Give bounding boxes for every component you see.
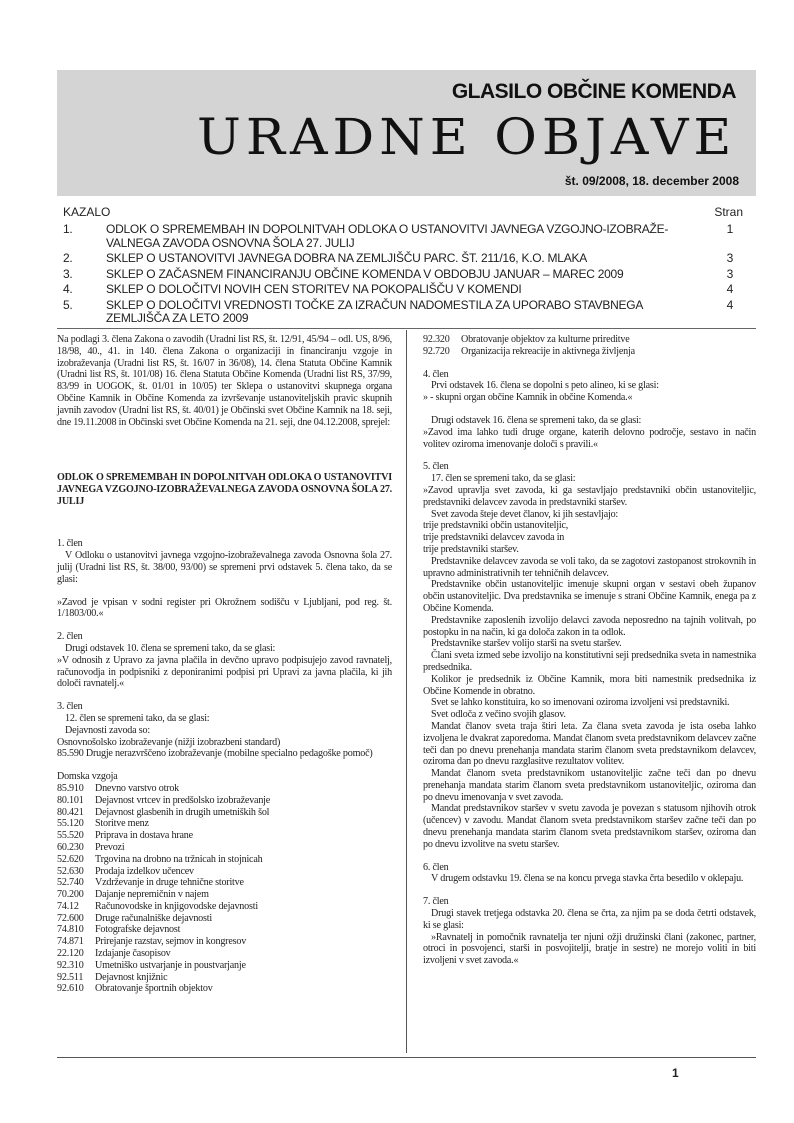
article-3-paragraph: 12. člen se spremeni tako, da se glasi: [65,712,210,724]
decision-title: ODLOK O SPREMEMBAH IN DOPOLNITVAH ODLOKA O USTANOVITVI JAVNEGA VZGOJNO-IZOBRAŽEVALNEGA ZAVODA OSNOVNA ŠOLA 27. JULIJ [57,472,392,508]
toc-item[interactable] [63,223,743,250]
activity-code-row: 92.720 Organizacija rekreacije in aktivnega življenja [423,345,635,357]
article-3-title: 3. člen [57,701,83,713]
activity-code-row: 74.810 Fotografske dejavnost [57,924,181,936]
toc-item-page: 1 [726,222,733,236]
left-column [57,334,392,995]
article-2-paragraph: Drugi odstavek 10. člena se spremeni tako, da se glasi: [65,642,276,654]
activity-code-row: 92.310 Umetniško ustvarjanje in poustvarjanje [57,959,246,971]
toc-heading: KAZALO [63,205,111,219]
issue-info: št. 09/2008, 18. december 2008 [564,174,739,188]
article-5-paragraph: Svet se lahko konstituira, ko so imenovani oziroma izvoljeni vsi predstavniki. [431,697,730,709]
article-5-paragraph: Predstavnike delavcev zavoda se voli tako, da se zagotovi zastopanost strokovnih in upravno administrativnih ter tehničnih delavcev. [423,555,756,579]
article-5-title: 5. člen [423,461,449,473]
table-of-contents [63,205,743,326]
publisher-name: GLASILO OBČINE KOMENDA [451,80,736,103]
toc-item-page: 4 [726,282,733,296]
toc-item[interactable] [63,283,743,297]
article-5-paragraph: Mandat članom sveta predstavnikom ustanoviteljic začne teči dan po dnevu prenehanja mandata starim članom sveta predstavnikom ustanoviteljic, oziroma dan po dnevu imenovanja v svet zavoda. [423,768,756,803]
article-5-paragraph: Svet odloča z večino svojih glasov. [431,709,566,721]
toc-item-page: 3 [726,251,733,265]
article-2-paragraph: »V odnosih z Upravo za javna plačila in devčno upravo podpisujejo zavod ravnatelj, računovodja in podpisniki z deponiranimi podpisi pri Upravi za javna plačila, ki jih določi ravnatelj.« [57,654,392,690]
activity-code-row: 55.120 Storitve menz [57,818,149,830]
toc-item[interactable] [63,252,743,266]
publication-title: URADNE OBJAVE [197,109,737,167]
activity-code-row: 92.320 Obratovanje objektov za kulturne prireditve [423,334,630,345]
toc-item-text: SKLEP O DOLOČITVI NOVIH CEN STORITEV NA POKOPALIŠČU V KOMENDI [106,282,522,296]
article-4-paragraph: Drugi odstavek 16. člena se spremeni tako, da se glasi: [431,414,642,426]
article-6-paragraph: V drugem odstavku 19. člena se na koncu prvega stavka črta besedilo v oklepaju. [431,873,744,885]
toc-item-text: SKLEP O DOLOČITVI VREDNOSTI TOČKE ZA IZRAČUN NADOMESTILA ZA UPORABO STAVBNEGA ZEMLJIŠČA ZA LETO 2009 [106,297,643,325]
toc-divider [57,328,756,329]
article-7-paragraph: Drugi stavek tretjega odstavka 20. člena se črta, za njim pa se doda četrti odstavek, ki se glasi: [423,908,756,931]
activity-code-row: 74.12 Računovodske in knjigovodske dejavnosti [57,900,258,912]
article-5-paragraph: Predstavnike zaposlenih izvolijo delavci zavoda neposredno na tajnih volitvah, po postopku in na način, ki ga določa zakon in ta odlok. [423,614,756,638]
toc-page-heading: Stran [714,205,743,219]
toc-item-number: 4. [63,282,73,296]
toc-item-page: 4 [726,297,733,312]
domestic-heading: Domska vzgoja [57,771,118,783]
activity-code-row: 92.511 Dejavnost knjižnic [57,971,168,983]
toc-item[interactable] [63,299,743,326]
article-5-paragraph: Člani sveta izmed sebe izvolijo na konstitutivni seji predsednika sveta in namestnika predsednika. [423,650,756,673]
preamble: Na podlagi 3. člena Zakona o zavodih (Uradni list RS, št. 12/91, 45/94 – odl. US, 8/96, 18/98, 40., 41. in 140. člena Zakona o organizaciji in financiranju vzgoje in izobraževanja (Uradni list RS, št. 16/07 in 36/08), 14. člena Statuta Občine Kamnik (Uradni list RS, št. 101/08) 16. člena Statuta Občine Komenda (Uradni list RS, 37/99, 83/99 in UOGOK, št. 01/01 in 10/05) ter Sklepa o ustanovitvi skupnega organa Občine Kamnik in Občine Komenda za izvrševanje ustanoviteljskih pravic skupnih javnih zavodov (Uradni list RS, št. 40/01) je Občinski svet Občine Kamnik na 18. seji, dne 19.11.2008 in Občinski svet Občine Komenda na 21. seji, dne 04.12.2008, sprejel: [57,334,392,428]
activity-code-row: 55.520 Priprava in dostava hrane [57,830,193,842]
article-5-paragraph: trije predstavniki delavcev zavoda in [423,532,565,544]
activity-code-row: 52.740 Vzdrževanje in druge tehnične storitve [57,877,244,889]
activity-code-row: 52.630 Prodaja izdelkov učencev [57,865,194,877]
masthead [57,70,756,196]
activity-code-row: 52.620 Trgovina na drobno na tržnicah in stojnicah [57,853,263,865]
article-7-title: 7. člen [423,896,449,908]
toc-item-number: 2. [63,251,73,265]
right-column [423,334,756,967]
activity-code-row: 60.230 Prevozi [57,841,125,853]
article-6-title: 6. člen [423,861,449,873]
toc-item[interactable] [63,268,743,282]
article-1-paragraph: V Odloku o ustanovitvi javnega vzgojno-izobraževalnega zavoda Osnovna šola 27. julij (Uradni list RS, št. 38/00, 93/00) se spremeni prvi odstavek 5. člena tako, da se glasi: [57,550,392,585]
article-7-paragraph: »Ravnatelj in pomočnik ravnatelja ter njuni ožji družinski člani (zakonec, partner, otroci in posvojenci, starši in posvojitelji, bratje in sestre) ne morejo voliti in biti izvoljeni v svet zavoda.« [423,931,756,967]
article-5-paragraph: Predstavnike staršev volijo starši na svetu staršev. [431,638,622,650]
toc-item-text: SKLEP O USTANOVITVI JAVNEGA DOBRA NA ZEMLJIŠČU PARC. ŠT. 211/16, K.O. MLAKA [106,251,587,265]
article-5-paragraph: 17. člen se spremeni tako, da se glasi: [431,473,576,485]
activity-code-row: 74.871 Prirejanje razstav, sejmov in kongresov [57,936,247,948]
article-5-paragraph: Mandat predstavnikov staršev v svetu zavoda je povezan s statusom njihovih otrok (učencev) v zavodu. Mandat članom sveta predstavnikom staršev začne teči dan po dnevu prenehanja mandata starim članom sveta predstavnikom staršev, oziroma dan po dnevu izvolitve na svetu staršev. [423,803,756,850]
article-2-title: 2. člen [57,631,83,643]
article-4-title: 4. člen [423,368,449,380]
article-5-paragraph: trije predstavniki občin ustanoviteljic, [423,520,569,532]
toc-item-number: 1. [63,222,73,236]
article-5-paragraph: Kolikor je predsednik iz Občine Kamnik, mora biti namestnik predsednika iz Občine Komende in obratno. [423,673,756,697]
article-3-paragraph: 85.590 Drugje nerazvrščeno izobraževanje (mobilne specialno pedagoške pomoč) [57,748,373,760]
article-3-paragraph: Dejavnosti zavoda so: [65,724,150,736]
article-1-title: 1. člen [57,538,83,550]
activity-code-row: 85.910 Dnevno varstvo otrok [57,782,180,794]
activity-code-row: 92.610 Obratovanje športnih objektov [57,983,213,995]
activity-code-row: 72.600 Druge računalniške dejavnosti [57,912,212,924]
article-5-paragraph: trije predstavniki staršev. [423,543,519,555]
toc-item-number: 5. [63,297,73,312]
article-4-paragraph: Prvi odstavek 16. člena se dopolni s peto alineo, ki se glasi: [431,380,659,392]
activity-code-row: 70.200 Dajanje nepremičnin v najem [57,889,209,901]
activity-code-row: 80.421 Dejavnost glasbenih in drugih umetniških šol [57,806,270,818]
article-4-paragraph: » - skupni organ občine Kamnik in občine Komenda.« [423,392,633,404]
article-1-paragraph: »Zavod je vpisan v sodni register pri Okrožnem sodišču v Ljubljani, pod reg. št. 1/1803/00.« [57,596,392,620]
toc-item-number: 3. [63,266,73,281]
footer-divider [57,1057,756,1058]
article-5-paragraph: Predstavnike občin ustanoviteljic imenuje skupni organ v sestavi obeh županov občin ustanoviteljic. Dva predstavnika se imenuje s strani Občine Kamnik, enega pa z Občine Komenda. [423,579,756,614]
toc-header [63,205,743,221]
toc-item-text: ODLOK O SPREMEMBAH IN DOPOLNITVAH ODLOKA O USTANOVITVI JAVNEGA VZGOJNO-IZOBRAŽE-VALNEGA ZAVODA OSNOVNA ŠOLA 27. JULIJ [106,222,669,250]
toc-item-text: SKLEP O ZAČASNEM FINANCIRANJU OBČINE KOMENDA V OBDOBJU JANUAR – MAREC 2009 [106,266,624,281]
article-3-paragraph: Osnovnošolsko izobraževanje (nižji izobrazbeni standard) [57,736,281,748]
article-5-paragraph: Svet zavoda šteje devet članov, ki jih sestavljajo: [431,508,619,520]
activity-code-row: 80.101 Dejavnost vrtcev in predšolsko izobraževanje [57,794,271,806]
toc-item-page: 3 [726,266,733,281]
article-4-paragraph: »Zavod ima lahko tudi druge organe, katerih delovno področje, sestavo in način volitev oziroma imenovanje določi s pravili.« [423,426,756,450]
article-5-paragraph: Mandat članov sveta traja štiri leta. Za člana sveta zavoda je ista oseba lahko izvoljena le dvakrat zaporedoma. Mandat članom sveta predstavnikom delavcev začne teči dan po dnevu prenehanja mandata starim članom sveta predstavnikom delavcev, oziroma dan po dnevu razglasitve rezultatov volitev. [423,720,757,768]
activity-code-row: 22.120 Izdajanje časopisov [57,948,171,960]
article-5-paragraph: »Zavod upravlja svet zavoda, ki ga sestavljajo predstavniki občin ustanoviteljic, predstavniki delavcev zavoda in predstavniki staršev. [423,484,756,508]
column-divider [406,330,407,1053]
page-number: 1 [672,1066,679,1080]
